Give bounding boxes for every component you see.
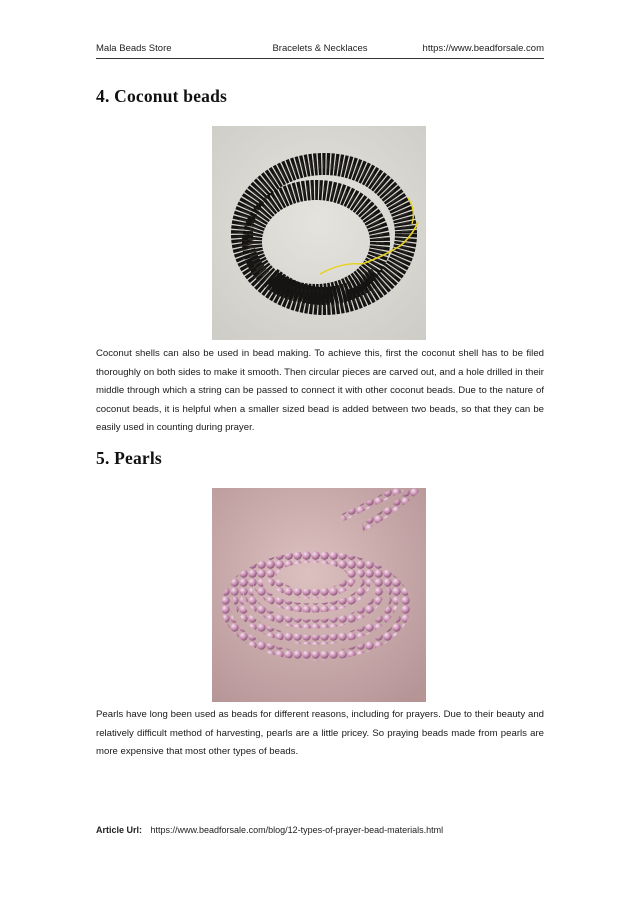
header-divider [96, 58, 544, 59]
article-url-link[interactable]: https://www.beadforsale.com/blog/12-types-of-prayer-bead-materials.html [150, 825, 444, 835]
coconut-beads-photo [212, 126, 426, 340]
coconut-beads-paragraph: Coconut shells can also be used in bead making. To achieve this, first the coconut shell has to be filed thoroughly on both sides to make it smooth. Then circular pieces are carved out, and a hole drilled in their middle through which a string can be passed to connect it with other coconut beads. Due to the nature of coconut beads, it is helpful when a smaller sized bead is added between two beads, so that they can be easily used in counting during prayer. [96, 348, 544, 434]
pearls-paragraph: Pearls have long been used as beads for different reasons, including for prayers. Due to their beauty and relatively difficult method of harvesting, pearls are a little pricey. So praying beads made from pearls are more expensive that most other types of beads. [96, 709, 544, 758]
header-category: Bracelets & Necklaces [272, 43, 368, 54]
article-url-label: Article Url: [96, 825, 143, 835]
header-store-name: Mala Beads Store [96, 43, 172, 54]
header-website-link[interactable]: https://www.beadforsale.com [422, 43, 544, 54]
section-heading-coconut-beads: 4. Coconut beads [96, 86, 228, 106]
article-url-footer [96, 825, 544, 835]
pearl-beads-photo [212, 488, 426, 702]
section-heading-pearls: 5. Pearls [96, 448, 162, 468]
page-header [96, 43, 544, 59]
